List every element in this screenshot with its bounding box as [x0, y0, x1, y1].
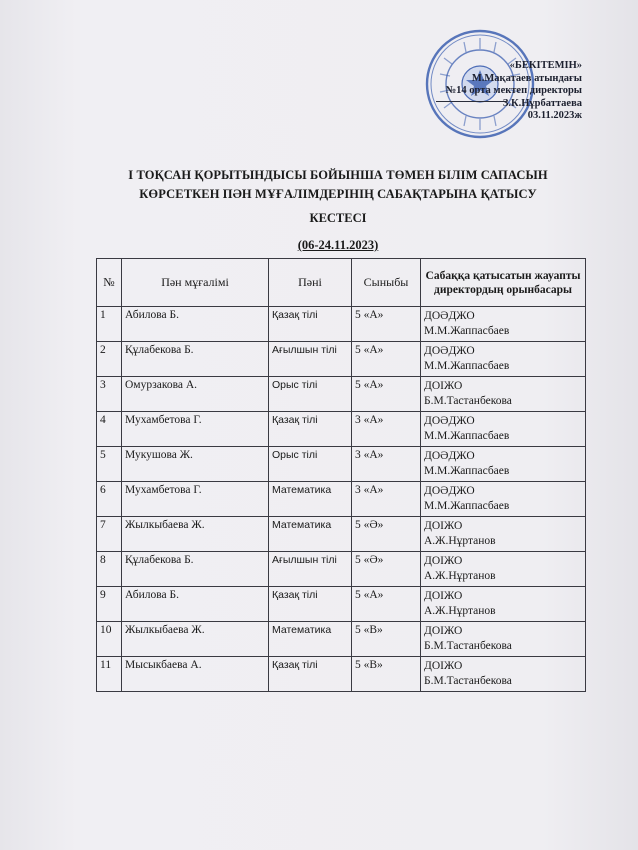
cell-subject: Ағылшын тілі [269, 552, 352, 587]
deputy-name: Б.М.Тастанбекова [424, 675, 512, 687]
cell-num: 4 [97, 412, 122, 447]
date-range-text: (06-24.11.2023) [297, 238, 379, 252]
cell-class: 5 «А» [352, 377, 421, 412]
cell-num: 2 [97, 342, 122, 377]
cell-teacher: Мухамбетова Г. [122, 412, 269, 447]
cell-subject: Ағылшын тілі [269, 342, 352, 377]
table-row [97, 342, 586, 377]
cell-class: 5 «А» [352, 307, 421, 342]
deputy-name: А.Ж.Нұртанов [424, 570, 496, 582]
table-row [97, 552, 586, 587]
deputy-role: ДОӘДЖО [424, 310, 475, 322]
cell-deputy [421, 657, 586, 692]
cell-class: 5 «В» [352, 657, 421, 692]
table-row [97, 307, 586, 342]
approval-date: 03.11.2023ж [527, 110, 582, 121]
cell-class: 5 «В» [352, 622, 421, 657]
cell-subject: Қазақ тілі [269, 307, 352, 342]
header-class: Сыныбы [352, 259, 421, 307]
deputy-role: ДОІЖО [424, 380, 463, 392]
cell-subject: Қазақ тілі [269, 412, 352, 447]
table-row [97, 447, 586, 482]
title-line-3: КЕСТЕСІ [309, 211, 367, 225]
cell-teacher: Мысыкбаева А. [122, 657, 269, 692]
cell-subject: Математика [269, 622, 352, 657]
table-row [97, 587, 586, 622]
approval-director-name: З.К.Нұрбаттаева [502, 97, 582, 109]
deputy-name: М.М.Жаппасбаев [424, 360, 510, 372]
cell-deputy [421, 412, 586, 447]
deputy-name: А.Ж.Нұртанов [424, 605, 496, 617]
cell-subject: Қазақ тілі [269, 657, 352, 692]
cell-class: 5 «А» [352, 587, 421, 622]
deputy-role: ДОІЖО [424, 555, 463, 567]
deputy-name: А.Ж.Нұртанов [424, 535, 496, 547]
cell-class: 3 «А» [352, 482, 421, 517]
cell-class: 5 «А» [352, 342, 421, 377]
cell-num: 10 [97, 622, 122, 657]
cell-deputy [421, 517, 586, 552]
cell-num: 1 [97, 307, 122, 342]
cell-teacher: Абилова Б. [122, 307, 269, 342]
table-row [97, 622, 586, 657]
table-row [97, 412, 586, 447]
deputy-name: М.М.Жаппасбаев [424, 465, 510, 477]
approval-heading: «БЕКІТЕМІН» [509, 60, 582, 71]
cell-deputy [421, 482, 586, 517]
cell-subject: Математика [269, 482, 352, 517]
deputy-name: Б.М.Тастанбекова [424, 395, 512, 407]
cell-num: 8 [97, 552, 122, 587]
cell-class: 5 «Ә» [352, 517, 421, 552]
table-row [97, 517, 586, 552]
cell-teacher: Мухамбетова Г. [122, 482, 269, 517]
cell-deputy [421, 342, 586, 377]
date-range [100, 238, 576, 253]
deputy-role: ДОІЖО [424, 625, 463, 637]
cell-num: 5 [97, 447, 122, 482]
cell-subject: Математика [269, 517, 352, 552]
deputy-name: М.М.Жаппасбаев [424, 325, 510, 337]
cell-class: 3 «А» [352, 412, 421, 447]
cell-teacher: Жылкыбаева Ж. [122, 622, 269, 657]
approval-block [436, 60, 582, 123]
deputy-name: Б.М.Тастанбекова [424, 640, 512, 652]
cell-teacher: Омурзакова А. [122, 377, 269, 412]
cell-teacher: Мукушова Ж. [122, 447, 269, 482]
deputy-role: ДОІЖО [424, 660, 463, 672]
deputy-role: ДОӘДЖО [424, 450, 475, 462]
header-subject: Пәні [269, 259, 352, 307]
cell-deputy [421, 622, 586, 657]
header-num: № [97, 259, 122, 307]
table-row [97, 657, 586, 692]
cell-num: 6 [97, 482, 122, 517]
cell-teacher: Жылкыбаева Ж. [122, 517, 269, 552]
document-title [100, 166, 576, 204]
deputy-role: ДОӘДЖО [424, 345, 475, 357]
schedule-table [96, 258, 586, 692]
deputy-name: М.М.Жаппасбаев [424, 430, 510, 442]
deputy-role: ДОІЖО [424, 520, 463, 532]
header-deputy: Сабаққа қатысатын жауапты директордың орынбасары [421, 259, 586, 307]
cell-num: 11 [97, 657, 122, 692]
cell-deputy [421, 447, 586, 482]
cell-num: 3 [97, 377, 122, 412]
deputy-role: ДОІЖО [424, 590, 463, 602]
cell-deputy [421, 307, 586, 342]
cell-subject: Орыс тілі [269, 377, 352, 412]
table-header-row [97, 259, 586, 307]
header-teacher: Пән мұғалімі [122, 259, 269, 307]
cell-num: 9 [97, 587, 122, 622]
title-line-2: КӨРСЕТКЕН ПӘН МҰҒАЛІМДЕРІНІҢ САБАҚТАРЫНА ҚАТЫСУ [139, 187, 537, 201]
cell-teacher: Құлабекова Б. [122, 342, 269, 377]
cell-subject: Қазақ тілі [269, 587, 352, 622]
table-row [97, 482, 586, 517]
cell-teacher: Құлабекова Б. [122, 552, 269, 587]
cell-teacher: Абилова Б. [122, 587, 269, 622]
deputy-role: ДОӘДЖО [424, 485, 475, 497]
cell-subject: Орыс тілі [269, 447, 352, 482]
cell-deputy [421, 552, 586, 587]
cell-class: 5 «Ә» [352, 552, 421, 587]
deputy-role: ДОӘДЖО [424, 415, 475, 427]
approval-school: М.Мақатаев атындағы [471, 72, 582, 84]
cell-class: 3 «А» [352, 447, 421, 482]
cell-deputy [421, 377, 586, 412]
deputy-name: М.М.Жаппасбаев [424, 500, 510, 512]
title-line-1: І ТОҚСАН ҚОРЫТЫНДЫСЫ БОЙЫНША ТӨМЕН БІЛІМ САПАСЫН [128, 168, 548, 182]
table-row [97, 377, 586, 412]
approval-position: №14 орта мектеп директоры [445, 85, 582, 96]
cell-deputy [421, 587, 586, 622]
cell-num: 7 [97, 517, 122, 552]
signature-line [436, 101, 506, 102]
